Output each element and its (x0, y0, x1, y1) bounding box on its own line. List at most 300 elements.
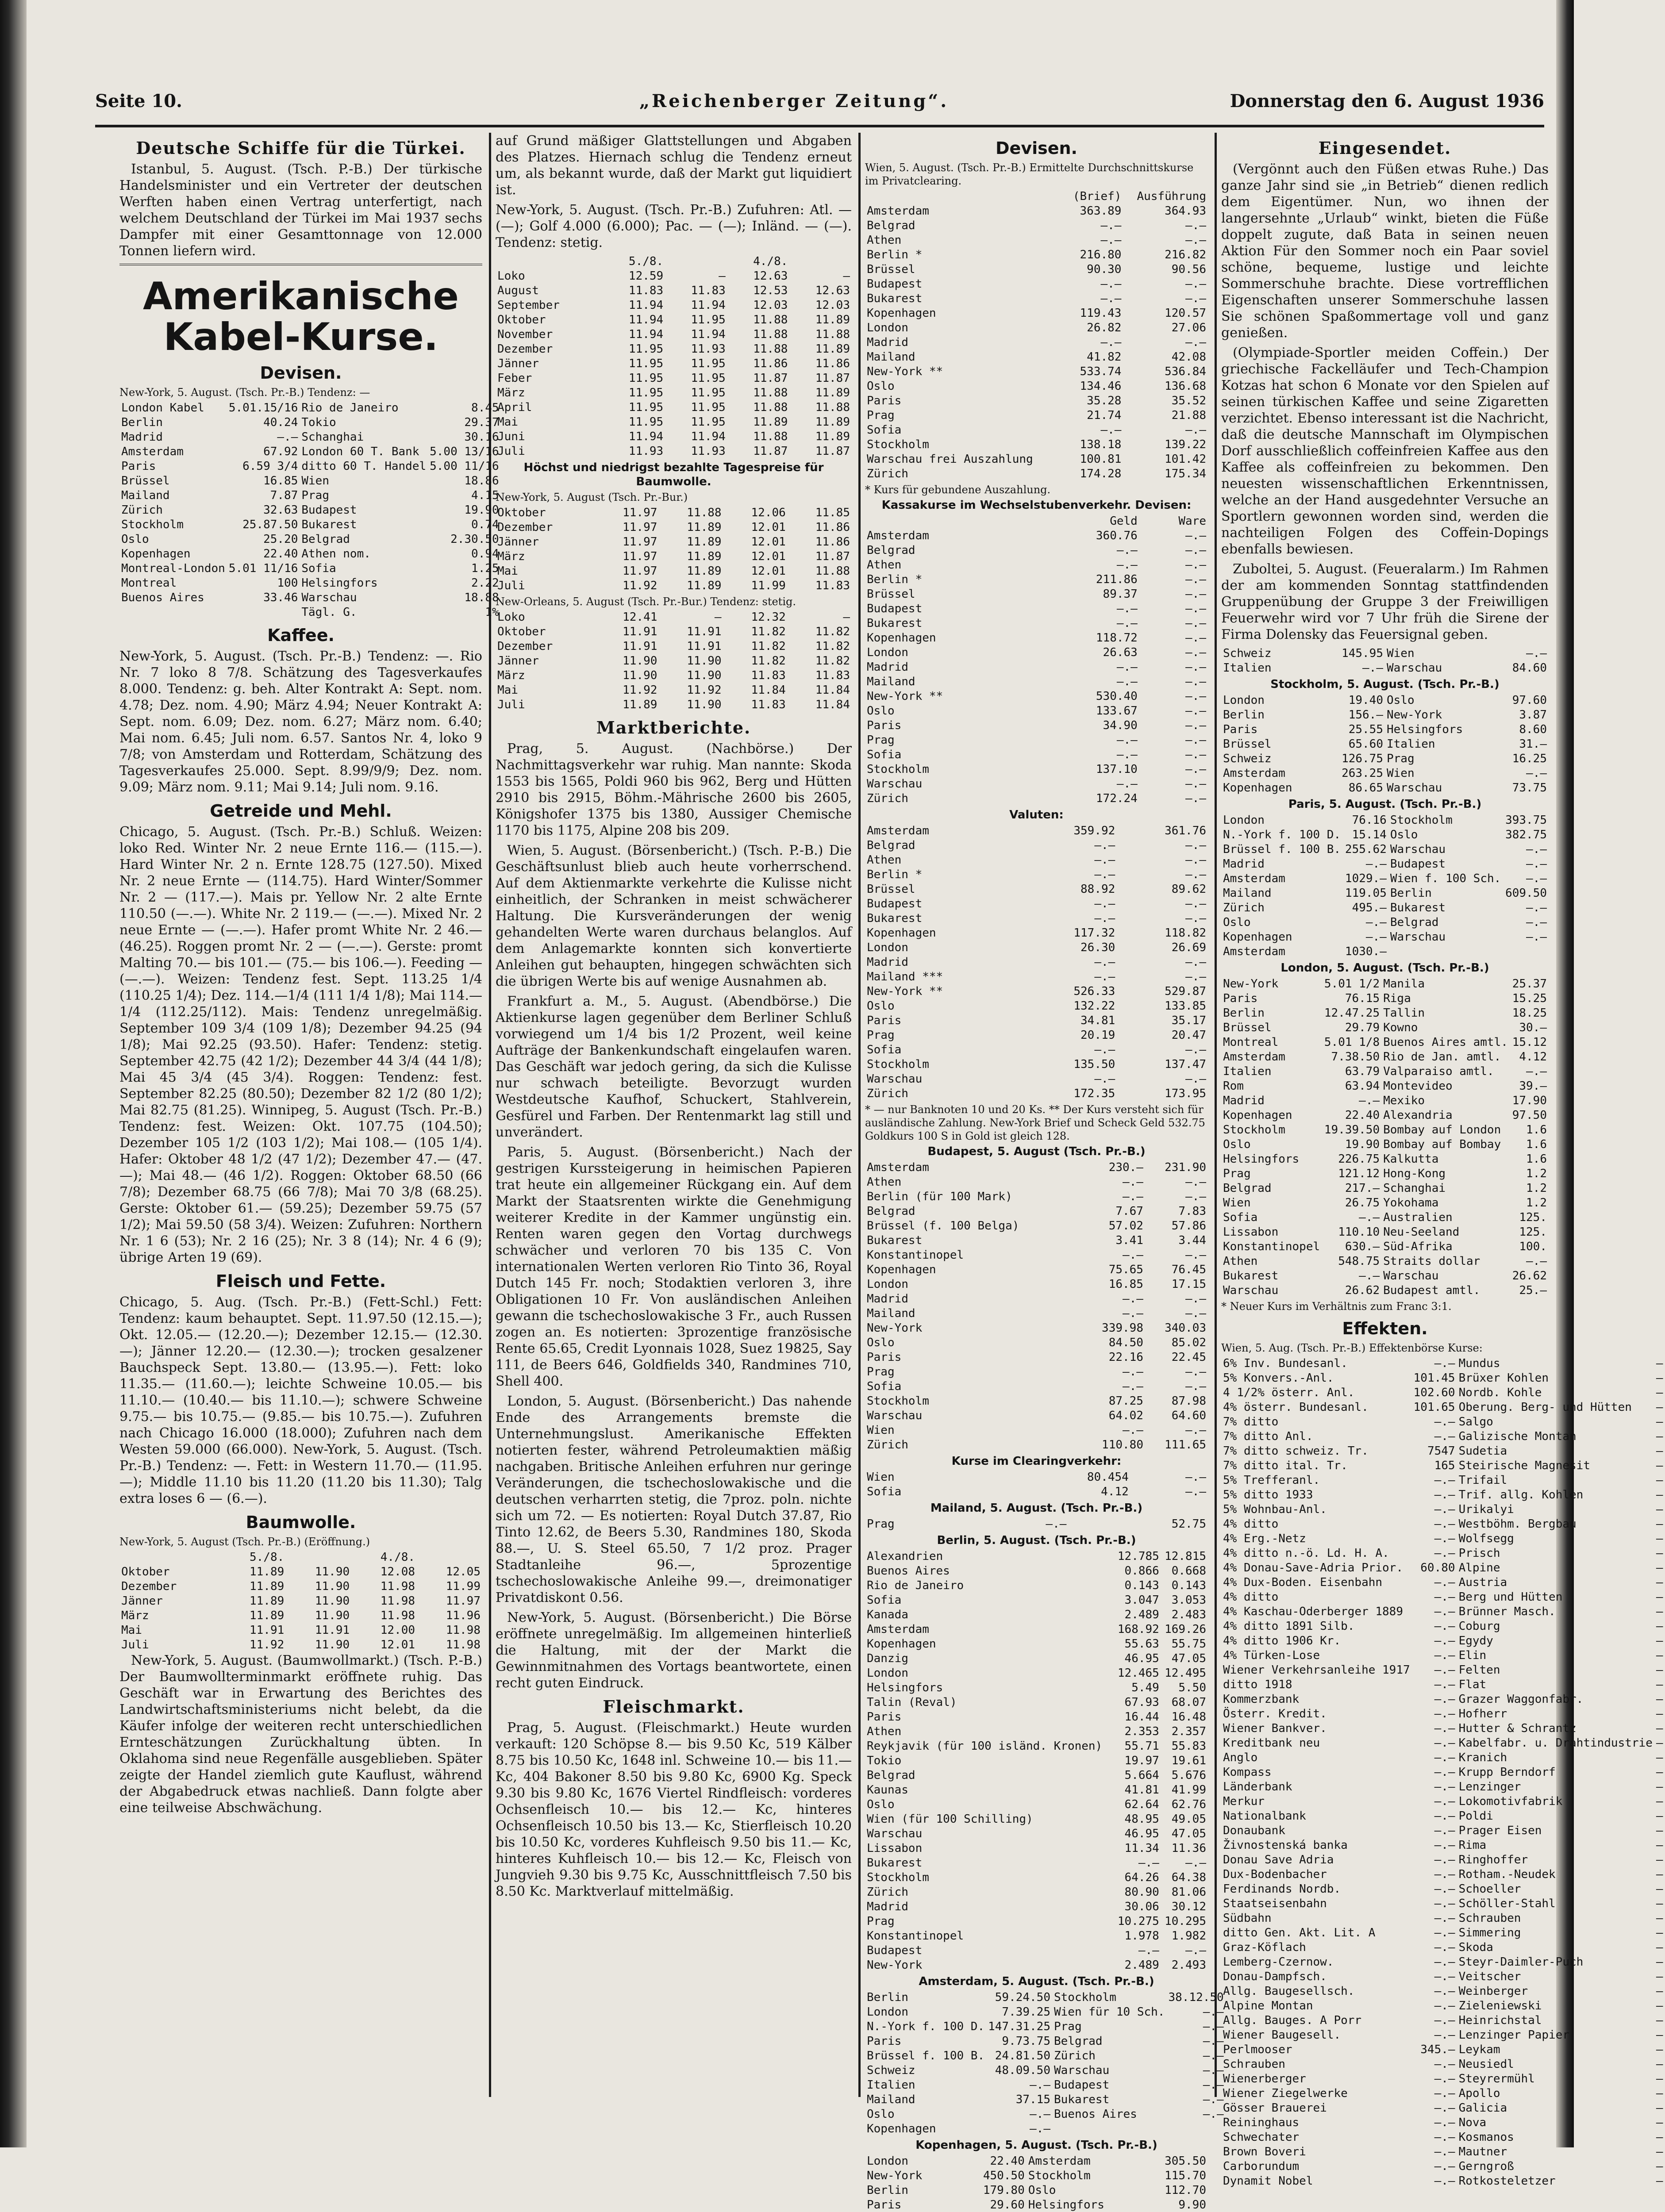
table-cell: 67.93 (1124, 1696, 1159, 1709)
table-row (119, 561, 501, 576)
table-cell: 11.88 (753, 328, 788, 341)
table-row (1221, 1561, 1665, 1575)
table-row (865, 941, 1208, 955)
table-cell: 97.50 (1512, 1109, 1547, 1122)
table-cell: 26.82 (1087, 321, 1122, 334)
table-cell: ditto 60 T. Handel (301, 460, 427, 473)
table-row (1221, 1751, 1665, 1765)
table-cell: Danzig (867, 1652, 908, 1665)
table-row (865, 1564, 1208, 1578)
table-row (1221, 1940, 1665, 1955)
table-row (865, 999, 1208, 1014)
table-cell: Buenos Aires (1054, 2108, 1137, 2121)
table-cell: Paris (867, 2035, 902, 2048)
table-row (1221, 1546, 1665, 1561)
table-cell: — (1656, 1547, 1663, 1560)
table-cell: Warschau (867, 1827, 923, 1840)
table-cell: Helsingfors (867, 1681, 943, 1694)
table-cell: Zürich (867, 1087, 908, 1100)
table-cell: 4% ditto (1223, 1517, 1279, 1531)
table-cell: —.— (1185, 1424, 1206, 1437)
table-cell: 5.00 11/16 (430, 460, 499, 473)
table-cell: Mai (497, 565, 518, 578)
table-cell: Buenos Aires (867, 1564, 950, 1578)
table-cell: 4./8. (753, 255, 788, 268)
table-cell: —.— (1100, 423, 1122, 437)
table-cell: 112.70 (1165, 2184, 1206, 2197)
table-cell: Belgrad (867, 839, 915, 852)
table-row (119, 1638, 482, 1652)
table-cell: 11.89 (815, 430, 850, 443)
table-row (1221, 1867, 1665, 1882)
column-rule-3 (1215, 133, 1217, 2097)
table-row (1221, 1371, 1665, 1386)
table-row (1221, 1473, 1665, 1488)
table-cell: 57.02 (1108, 1219, 1143, 1233)
table-cell: — (1656, 1824, 1663, 1837)
table-cell: 11.83 (751, 698, 786, 711)
table-cell (865, 514, 1040, 529)
table-cell: — (1656, 1970, 1663, 1983)
table-cell: Paris (121, 460, 156, 473)
table-row (1221, 1094, 1549, 1108)
table-cell: —.— (1185, 336, 1206, 349)
table-cell: —.— (1434, 1693, 1455, 1706)
table-row (865, 1263, 1208, 1277)
table-cell: Riga (1383, 992, 1411, 1005)
table-cell: 11.90 (315, 1594, 350, 1608)
table-cell: 7.83 (1178, 1205, 1206, 1218)
table-cell: 382.75 (1505, 828, 1547, 841)
table-cell: 11.89 (815, 415, 850, 429)
table-row (865, 1423, 1208, 1438)
table-cell: — (1656, 1839, 1663, 1852)
table-cell: 211.86 (1096, 573, 1138, 586)
table-row (496, 625, 852, 639)
table-cell: 12.63 (753, 269, 788, 283)
table-cell: London (1223, 814, 1265, 827)
table-cell: 20.47 (1171, 1029, 1206, 1042)
table-cell: 11.95 (691, 372, 726, 385)
table-cell: —.— (1094, 1043, 1115, 1056)
table-cell: 7% ditto ital. Tr. (1223, 1459, 1348, 1472)
table-cell: —.— (1434, 1605, 1455, 1618)
table-row (865, 1160, 1208, 1175)
table-cell: Mailand *** (867, 970, 943, 983)
table-row (1221, 1386, 1665, 1400)
table-cell: 11.82 (751, 640, 786, 653)
table-cell: 11.95 (691, 386, 726, 399)
table-cell: 11.89 (815, 313, 850, 326)
table-cell: Lenzinger (1458, 1780, 1521, 1793)
table-cell: Ferdinands Nordb. (1223, 1882, 1341, 1896)
table-cell: Montevideo (1383, 1079, 1453, 1093)
table-cell: Brüssel (121, 474, 170, 488)
table-cell: 230.— (1108, 1161, 1143, 1174)
table-cell: — (1656, 2072, 1663, 2085)
table-cell: 5.01.15/16 (228, 401, 298, 415)
table-cell: Paris (1223, 723, 1258, 736)
table-cell: 11.82 (815, 640, 850, 653)
table-cell: Paris (867, 719, 902, 732)
table-cell: Brünner Masch. (1458, 1605, 1556, 1618)
table-cell: Budapest (301, 503, 357, 517)
table-cell: —.— (1100, 336, 1122, 349)
markt-title: Marktberichte. (596, 718, 751, 737)
table-cell (865, 189, 1063, 204)
table-cell: —.— (1185, 661, 1206, 674)
table-cell: —.— (1434, 2028, 1455, 2042)
table-cell: — (1656, 2101, 1663, 2115)
table-row (1221, 1050, 1549, 1064)
table-cell: Prisch (1458, 1547, 1500, 1560)
table-cell: Hofherr (1458, 1707, 1507, 1720)
table-row (119, 445, 501, 459)
table-cell: 20.19 (1081, 1029, 1115, 1042)
table-row (865, 838, 1208, 853)
table-cell: —.— (1434, 2131, 1455, 2144)
table-cell: Madrid (867, 1900, 908, 1913)
table-cell: London (867, 321, 908, 334)
table-cell: 110.10 (1338, 1225, 1380, 1239)
table-cell: —.— (1030, 2122, 1050, 2135)
table-cell: 11.94 (628, 313, 664, 326)
table-cell: Kabelfabr. u. Drahtindustrie (1458, 1736, 1653, 1750)
table-row (865, 1190, 1208, 1204)
table-cell: — (1656, 1853, 1663, 1866)
table-cell: —.— (1185, 970, 1206, 983)
table-row (865, 748, 1208, 762)
table-cell: —.— (1434, 1547, 1455, 1560)
table-cell: New-York ** (867, 690, 943, 703)
table-cell: April (497, 401, 532, 414)
table-cell: Warschau (867, 1072, 923, 1086)
table-cell: Zürich (121, 503, 163, 517)
table-cell: 60.80 (1420, 1561, 1455, 1575)
table-cell: 63.94 (1345, 1079, 1380, 1093)
table-cell: Sudetia (1458, 1444, 1507, 1458)
table-cell: —.— (1123, 1190, 1143, 1203)
table-cell: 5.676 (1171, 1769, 1206, 1782)
table-row (865, 543, 1208, 558)
table-cell: 21.88 (1171, 409, 1206, 422)
table-cell: 11.99 (751, 579, 786, 592)
table-cell: —.— (1185, 1190, 1206, 1203)
table-cell: 364.93 (1165, 204, 1206, 218)
table-cell: —.— (1434, 1415, 1455, 1429)
table-row (865, 616, 1208, 631)
table-cell (496, 254, 603, 269)
table-row (865, 2034, 1226, 2049)
table-cell: —.— (1434, 1941, 1455, 1954)
table-row (1221, 857, 1549, 872)
table-cell: Bukarest (867, 1856, 923, 1870)
fleischmarkt-title: Fleischmarkt. (603, 1697, 745, 1717)
table-cell: — (1656, 1678, 1663, 1691)
table-cell: 147.31.25 (988, 2020, 1050, 2033)
table-cell: —.— (1434, 1970, 1455, 1983)
table-cell: 49.05 (1171, 1813, 1206, 1826)
table-cell: Dezember (497, 521, 553, 534)
table-cell: Warschau (867, 777, 923, 791)
table-cell: —.— (1185, 956, 1206, 969)
devisen-table (119, 401, 501, 620)
table-cell: Rio de Janeiro (301, 401, 399, 415)
table-cell: —.— (1365, 916, 1387, 929)
london-note: * Neuer Kurs im Verhältnis zum Franc 3:1. (1221, 1300, 1452, 1313)
table-cell: Donau-Dampfsch. (1223, 1970, 1327, 1983)
table-row (496, 520, 852, 535)
table-cell: Wien (301, 474, 329, 488)
table-cell: 137.47 (1165, 1058, 1206, 1071)
table-cell: Talin (Reval) (867, 1696, 957, 1709)
table-cell: 76.45 (1171, 1263, 1206, 1276)
table-cell: —.— (277, 430, 298, 444)
table-cell: Prag (867, 409, 895, 422)
table-cell: 11.93 (691, 342, 726, 356)
table-cell: 26.75 (1345, 1196, 1380, 1210)
table-cell: 11.89 (753, 415, 788, 429)
table-row (119, 576, 501, 591)
table-row (865, 2183, 1208, 2198)
table-cell: — (1656, 1474, 1663, 1487)
table-cell: Helsingfors (1223, 1152, 1300, 1166)
schiffe-title: Deutsche Schiffe für die Türkei. (136, 138, 466, 158)
table-row (119, 1579, 482, 1594)
table-row (865, 1856, 1208, 1870)
table-cell: Mautner (1458, 2145, 1507, 2158)
table-row (1221, 1911, 1665, 1926)
table-cell: Madrid (1223, 857, 1265, 871)
table-cell: —.— (1434, 1517, 1455, 1531)
table-cell: Athen (867, 853, 902, 867)
table-cell: Jänner (497, 654, 539, 668)
table-cell: Berlin (867, 2184, 908, 2197)
table-cell: Kranich (1458, 1751, 1507, 1764)
table-row (865, 1204, 1208, 1219)
table-row (865, 1724, 1208, 1739)
table-cell: Montreal (1223, 1036, 1279, 1049)
table-cell: 5.00 13/16 (430, 445, 499, 458)
table-cell: Bukarest (867, 1234, 923, 1247)
table-cell: Alpine (1458, 1561, 1500, 1575)
table-row (496, 639, 852, 654)
table-cell: 11.92 (249, 1638, 285, 1651)
table-cell: Belgrad (867, 544, 915, 557)
table-cell: 11.93 (628, 445, 664, 458)
table-cell: 34.81 (1081, 1014, 1115, 1027)
table-cell: Warschau (1383, 1269, 1439, 1283)
table-cell: 19.61 (1171, 1754, 1206, 1767)
table-cell: —.— (1116, 558, 1138, 572)
table-cell: — (1656, 1649, 1663, 1662)
table-cell: Paris (867, 1710, 902, 1724)
table-cell: Sofia (867, 1594, 902, 1607)
table-cell: — (1656, 1897, 1663, 1910)
table-cell: 59.24.50 (995, 1991, 1050, 2004)
table-row (119, 518, 501, 532)
table-cell: —.— (1185, 839, 1206, 852)
table-cell: Wien (1386, 647, 1415, 660)
table-cell: Helsingfors (301, 576, 378, 590)
fleisch-title: Fleisch und Fette. (215, 1271, 386, 1291)
table-cell: —.— (1185, 219, 1206, 232)
table-cell: 609.50 (1505, 887, 1547, 900)
table-cell: Amsterdam (867, 529, 929, 542)
table-cell: 47.05 (1171, 1652, 1206, 1665)
table-cell: —.— (1094, 956, 1115, 969)
table-cell: 134.46 (1080, 380, 1122, 393)
table-cell: 630.— (1345, 1240, 1380, 1253)
table-cell: 27.06 (1171, 321, 1206, 334)
x1-table (1221, 646, 1549, 676)
table-cell: 5.01 11/16 (228, 562, 298, 575)
table-row (865, 1306, 1208, 1321)
table-cell: — (1656, 2014, 1663, 2027)
table-cell: 1% (485, 606, 499, 619)
table-cell: Zürich (1054, 2049, 1096, 2062)
table-cell: — (1656, 1707, 1663, 1720)
table-cell: 173.95 (1165, 1087, 1206, 1100)
table-row (119, 474, 501, 488)
table-row (496, 357, 852, 371)
table-cell: 10.295 (1165, 1915, 1206, 1928)
table-cell: Schrauben (1223, 2058, 1285, 2071)
paris-head: Paris, 5. August. (Tsch. Pr.-B.) (1288, 798, 1482, 811)
market-report-paragraph: Paris, 5. August. (Börsenbericht.) Nach der gestrigen Kurssteigerung in heimischen Papieren trat heute ein allgemeiner Rückgang ein. Auf dem Markt der Staatsrenten wirkte die Genehmigung weiterer Kredite in der Kammer ungünstig ein. Renten waren gegen den Vortag durchwegs schwächer und verloren 70 bis 135 C. Von internationalen Werten verloren Rio Tinto 36, Royal Dutch 145 Fr. noch; Stodaktien verloren 3, ihre Obligationen 10 Fr. Von ausländischen Anleihen gewann die tschechoslowakische 3 Fr., auch Russen zogen an. Es notierten: 3prozentige französische Rente 65.65, Credit Lyonnais 1028, Suez 19825, Say 111, de Beers 646, Goldfields 340, Randmines 710, Shell 400. (496, 1144, 852, 1389)
table-cell: Kopenhagen (1223, 1109, 1292, 1122)
table-cell: 12.05 (446, 1565, 481, 1578)
table-row (496, 564, 852, 579)
table-row (496, 342, 852, 357)
table-cell: 4% österr. Bundesanl. (1223, 1401, 1369, 1414)
table-cell: 125. (1519, 1225, 1547, 1239)
table-cell: 11.87 (753, 445, 788, 458)
table-row (119, 1594, 482, 1609)
table-cell: — (719, 269, 726, 283)
getreide-text: Chicago, 5. August. (Tsch. Pr.-B.) Schluß. Weizen: loko Red. Winter Nr. 2 neue Ernte 116.— (115.—). Hard Winter Nr. 2 n. Ernte 128.75 (127.50). Mixed Nr. 2 neue Ernte — (114.75). Hard Winter/Sommer Nr. 2 — (117.—). Mais pr. Yellow Nr. 2 alte Ernte 110.50 (—.—). White Nr. 2 119.— (—.—). Mixed Nr. 2 neue Ernte — (—.—). Hafer promt White Nr. 2 46.— (46.25). Roggen promt Nr. 2 — (—.—). Gerste: promt Malting 70.— bis 101.— (75.— bis 106.—). Feeding — (—.—). Weizen: Tendenz fest. Sept. 113.25 1/4 (110.25 1/4); Dez. 114.—1/4 (111 1/4 1/8); Mai 114.—1/4 (112.25/112). Mais: Tendenz unregelmäßig. September 109 3/4 (109 1/8); Dezember 94.25 (94 1/8); Mai 92.25 (93.50). Hafer: Tendenz: stetig. September 42.75 (42 1/2); Dezember 44 3/4 (44 1/8); Mai 45 3/4 (45 3/4). Roggen: Tendenz: fest. September 82.25 (80.50); Dezember 82 1/2 (80 1/2); Mai 82.75 (81.25). Winnipeg, 5. August (Tsch. Pr.-B.) Tendenz: fest. Weizen: Okt. 107.75 (104.50); Dezember 105 1/2 (103 1/2); Mai 108.— (105 1/4). Hafer: Oktober 48 1/2 (47 1/2); Dezember 47.— (47.—); Mai 48.— (46 1/2). Roggen: Oktober 68.50 (66 7/8); Dezember 68.75 (66 7/8); Mai 70 3/8 (68.25). Gerste: Oktober 61.— (59.25); Dezember 59.75 (57 1/2); Mai 59.50 (58 3/4). Weizen: Zufuhren: Northern Nr. 1 6 (53); Nr. 2 16 (25); Nr. 3 8 (14); Nr. 4 6 (9); übrige Arten 19 (69). (119, 824, 482, 1265)
table-cell: Stockholm (1054, 1991, 1116, 2004)
table-row (119, 488, 501, 503)
table-cell: Veitscher (1458, 1970, 1521, 1983)
table-cell: Schanghai (1383, 1182, 1446, 1195)
table-cell: —.— (1100, 292, 1122, 305)
table-row (1221, 1517, 1665, 1532)
table-row (865, 233, 1208, 248)
table-cell: Kreditbank neu (1223, 1736, 1320, 1750)
column-rule-2 (858, 133, 861, 2097)
table-cell: Grazer Waggonfabr. (1458, 1693, 1584, 1706)
table-row (1221, 1678, 1665, 1692)
table-cell: 1030.— (1345, 945, 1387, 958)
table-cell: Bukarest (867, 292, 923, 305)
table-row (1221, 1853, 1665, 1867)
markt-paragraphs (496, 741, 852, 1691)
table-cell: —.— (1185, 868, 1206, 881)
table-row (496, 298, 852, 313)
table-row (865, 1409, 1208, 1423)
table-row (865, 189, 1208, 204)
table-cell: 119.05 (1345, 887, 1387, 900)
table-cell: Warschau (1054, 2064, 1110, 2077)
table-cell: 110.80 (1102, 1438, 1143, 1452)
table-cell: Alpine Montan (1223, 1999, 1313, 2012)
table-cell: 255.62 (1345, 843, 1387, 856)
table-cell: —.— (1185, 1944, 1206, 1957)
table-cell: Jänner (497, 357, 539, 370)
table-cell: —.— (1116, 544, 1138, 557)
table-row (1221, 813, 1549, 828)
table-cell: —.— (1434, 1897, 1455, 1910)
table-cell: 97.60 (1512, 694, 1547, 707)
market-report-paragraph: New-York, 5. August. (Börsenbericht.) Die Börse eröffnete unregelmäßig. Im allgemeinen hinterließ die Haltung, mit der der Markt die Gewinnmitnahmen des Vortags beantwortete, einen recht guten Eindruck. (496, 1610, 852, 1691)
table-cell: 3.053 (1171, 1594, 1206, 1607)
effekten-table (1221, 1356, 1665, 2189)
table-cell: Schweiz (867, 2064, 915, 2077)
table-cell: Trif. allg. Kohlen (1458, 1488, 1584, 1502)
table-row (1221, 1707, 1665, 1721)
table-cell: — (1656, 1926, 1663, 1939)
table-row (496, 683, 852, 698)
page-number: Seite 10. (95, 91, 182, 111)
table-cell: 12.465 (1117, 1667, 1159, 1680)
table-cell: Wien (867, 1424, 895, 1437)
berlin-head: Berlin, 5. August. (Tsch. Pr.-B.) (937, 1534, 1136, 1547)
table-cell: Berg und Hütten (1458, 1590, 1563, 1604)
table-row (1221, 1006, 1549, 1021)
table-cell: —.— (1526, 872, 1547, 885)
table-cell: —.— (1434, 1751, 1455, 1764)
table-cell: London (867, 1667, 908, 1680)
table-cell: Italien (1386, 737, 1435, 751)
t2-title: Höchst und niedrigst bezahlte Tagespreise für Baumwolle. (523, 461, 824, 488)
table-cell: Sofia (1223, 1211, 1258, 1224)
table-cell: Amsterdam (867, 1161, 929, 1174)
table-row (496, 506, 852, 520)
table-cell: 137.10 (1096, 763, 1138, 776)
table-cell: Bukarest (1390, 901, 1446, 914)
table-cell: — (1656, 1459, 1663, 1472)
table-cell: 0.74 (471, 518, 499, 531)
table-row (496, 654, 852, 668)
table-cell: —.— (1203, 2064, 1224, 2077)
table-cell: Wien für 10 Sch. (1054, 2005, 1165, 2019)
table-cell: —.— (1116, 602, 1138, 615)
table-cell: 12.01 (751, 550, 786, 563)
column-4 (1221, 133, 1663, 2188)
table-row (865, 2107, 1226, 2122)
table-cell: —.— (1185, 1072, 1206, 1086)
table-cell: 3.41 (1115, 1234, 1143, 1247)
table-row (865, 1336, 1208, 1350)
table-cell: 12.03 (753, 299, 788, 312)
table-cell: 5.01 1/2 (1324, 977, 1380, 991)
table-row (865, 1943, 1208, 1958)
table-cell: 41.82 (1087, 350, 1122, 364)
table-cell: — (1656, 2087, 1663, 2100)
table-cell: —.— (1434, 1474, 1455, 1487)
table-cell: 11.82 (815, 625, 850, 638)
table-cell: —.— (1123, 1175, 1143, 1189)
table-cell: 9.90 (1178, 2198, 1206, 2212)
kasse-table (865, 514, 1208, 806)
table-cell: 47.05 (1171, 1827, 1206, 1840)
table-cell: 7% ditto Anl. (1223, 1430, 1313, 1443)
table-row (119, 1550, 482, 1565)
effekten-title: Effekten. (1342, 1319, 1428, 1338)
table-cell: 11.98 (446, 1638, 481, 1651)
table-cell: 15.12 (1512, 1036, 1547, 1049)
